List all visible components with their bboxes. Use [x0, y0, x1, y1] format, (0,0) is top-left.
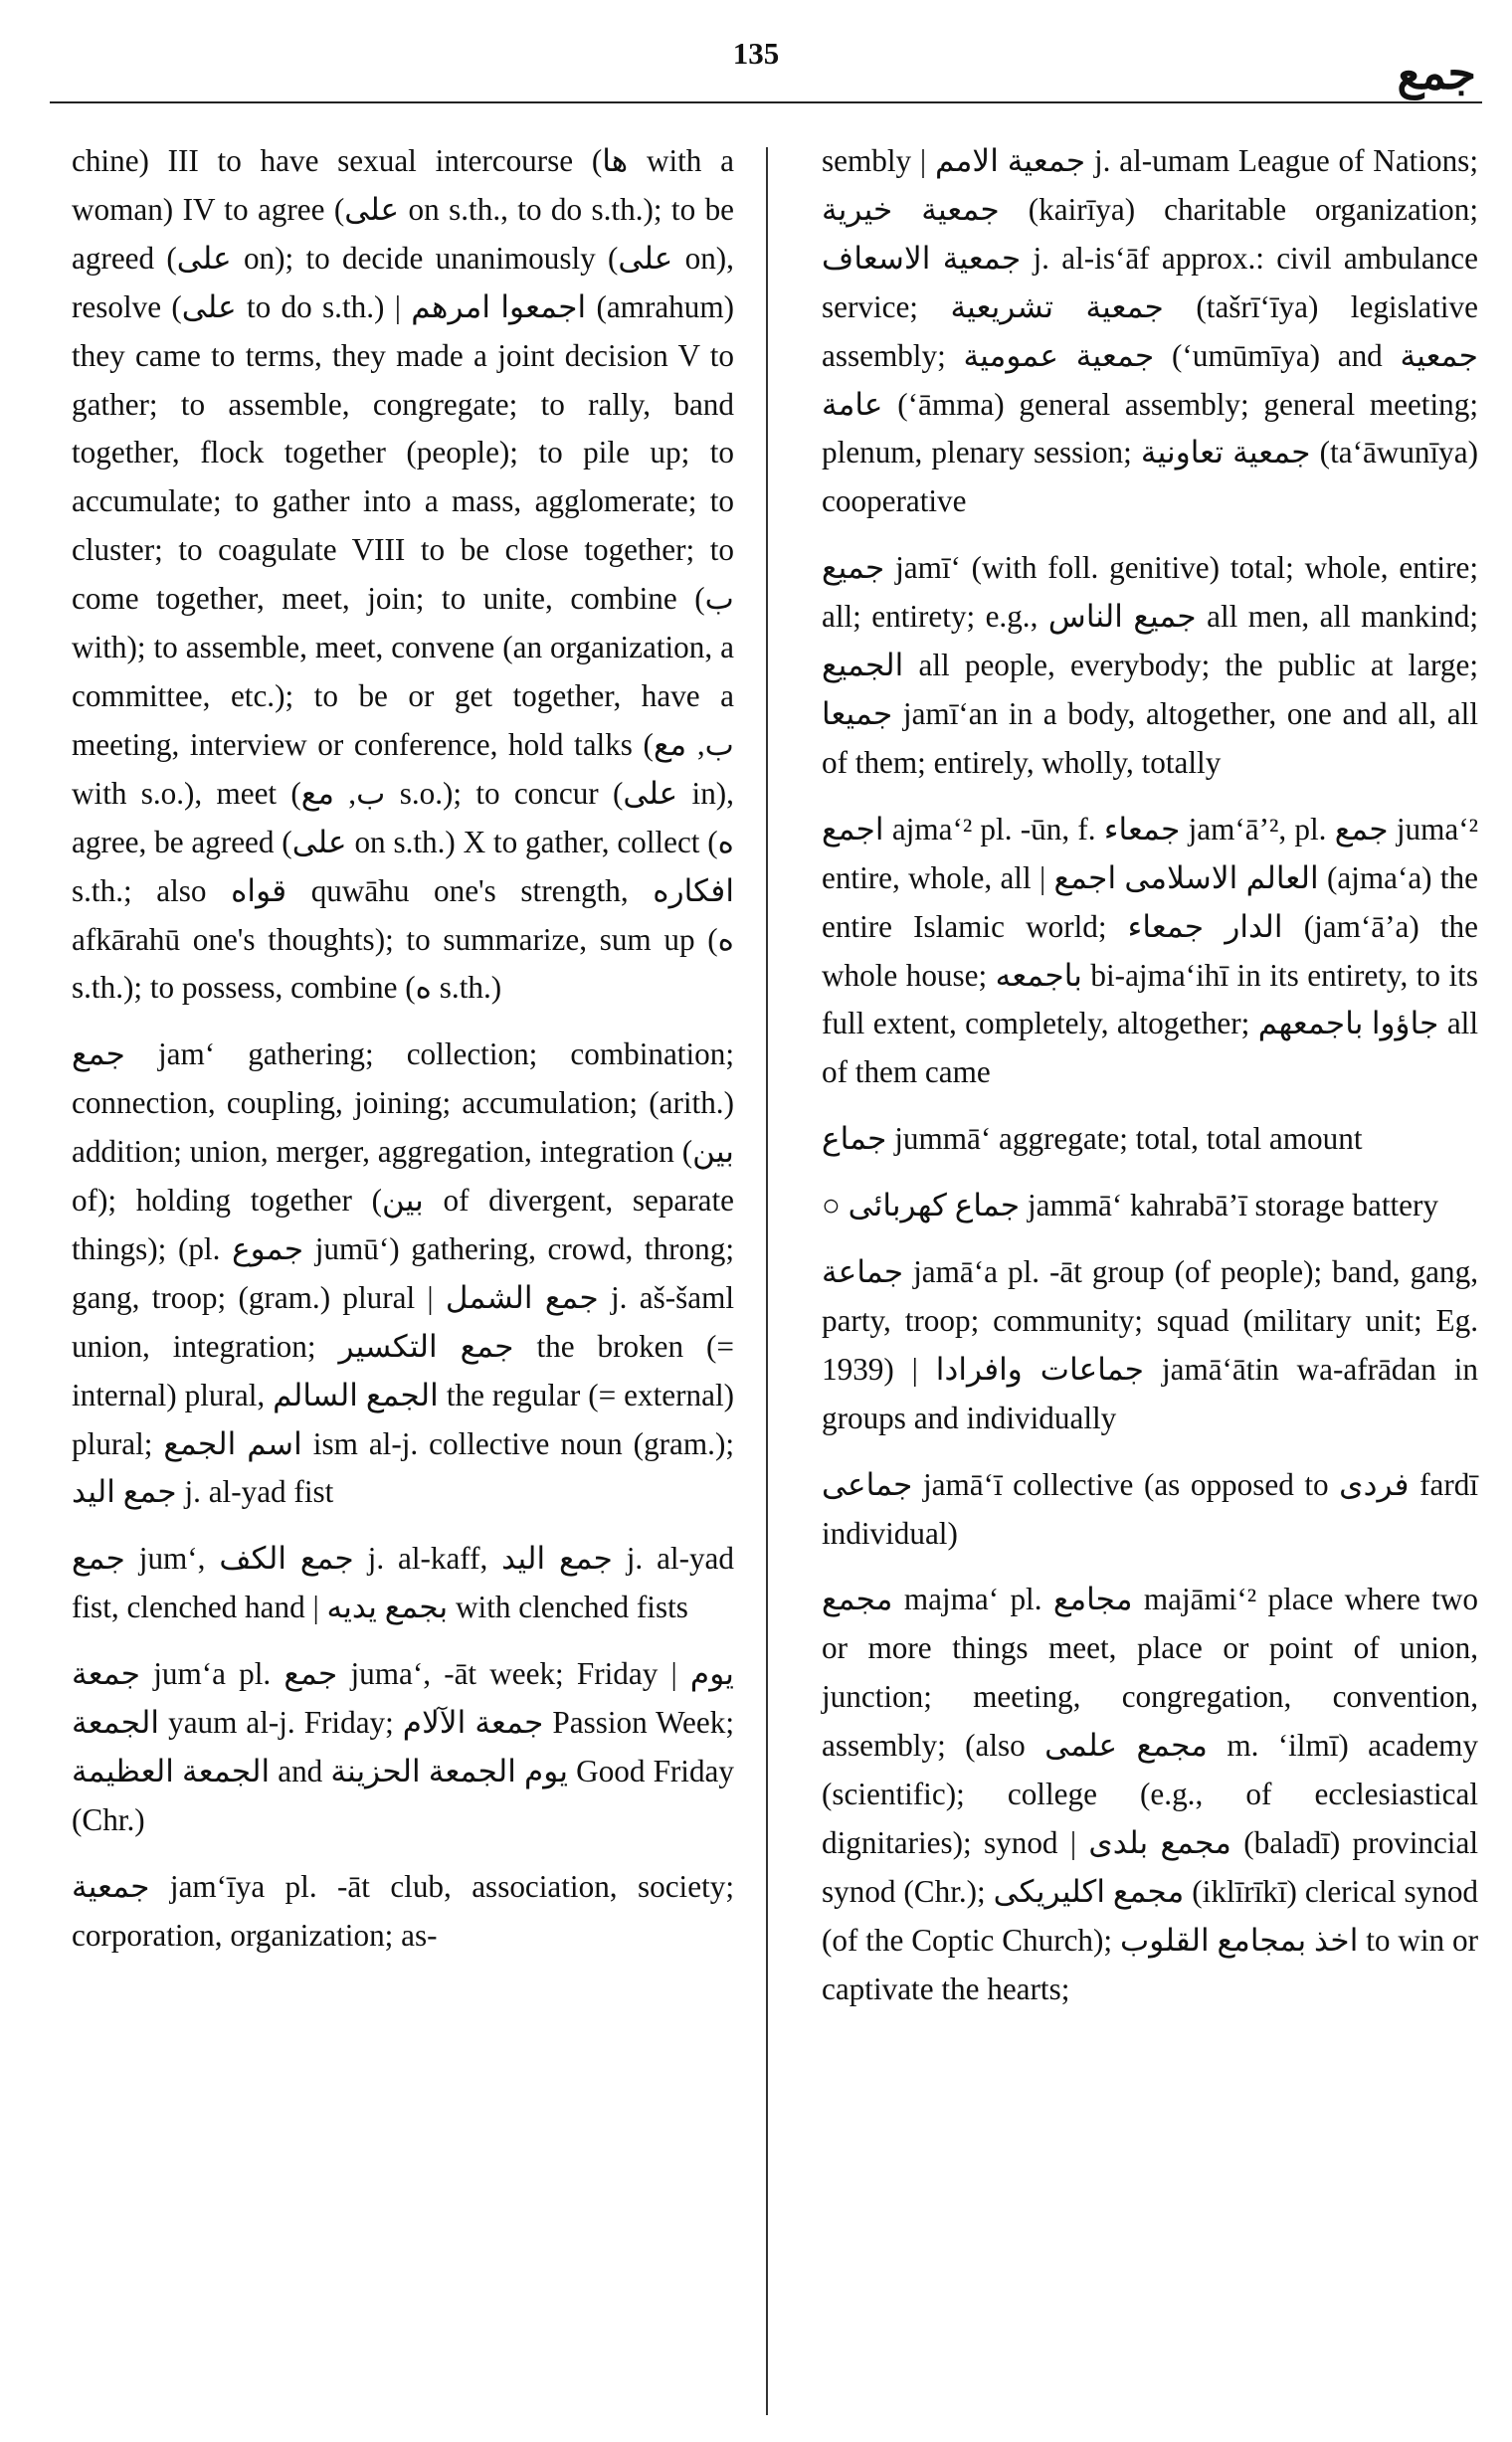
- right-column: [822, 137, 1478, 2032]
- left-column: [72, 137, 734, 1978]
- entry-text: جماعى jamā‘ī collective (as opposed to فردى fardī individual): [822, 1466, 1478, 1551]
- dictionary-entry: [822, 1576, 1478, 2013]
- dictionary-entry: [822, 1182, 1478, 1230]
- entry-text: sembly | جمعية الامم j. al-umam League of Nations; جمعية خيرية (kairīya) charitable organization; جمعية الاسعاف j. al-is‘āf approx.: civil ambulance service; جمعية تشريعية (tašrī‘īya) legislative assembly; جمعية عمومية (‘umūmīya) and جمعية عامة (‘āmma) general assembly; general meeting; plenum, plenary session; جمعية تعاونية (ta‘āwunīya) cooperative: [822, 143, 1478, 519]
- dictionary-entry: [822, 1115, 1478, 1164]
- entry-text: جمعة jum‘a pl. جمع juma‘, -āt week; Friday | يوم الجمعة yaum al-j. Friday; جمعة الآلام Passion Week; الجمعة العظيمة and يوم الجمعة الحزينة Good Friday (Chr.): [72, 1656, 734, 1837]
- dictionary-entry: [72, 1031, 734, 1517]
- dictionary-entry: [822, 1461, 1478, 1559]
- dictionary-entry: [72, 137, 734, 1013]
- running-headword: جمع: [1397, 48, 1476, 98]
- entry-text: جماعة jamā‘a pl. -āt group (of people); band, gang, party, troop; community; squad (military unit; Eg. 1939) | جماعات وافرادا jamā‘ātin wa-afrādan in groups and individually: [822, 1254, 1478, 1435]
- dictionary-entry: [72, 1650, 734, 1845]
- dictionary-entry: [822, 806, 1478, 1097]
- column-divider: [766, 147, 768, 2415]
- entry-text: chine) III to have sexual intercourse (ها with a woman) IV to agree (على on s.th., to do s.th.); to be agreed (على on); to decide unanimously (على on), resolve (على to do s.th.) | اجمعوا امرهم (amrahum) they came to terms, they made a joint decision V to gather; to assemble, congregate; to rally, band together, flock together (people); to pile up; to accumulate; to gather into a mass, agglomerate; to cluster; to coagulate VIII to be close together; to come together, meet, join; to unite, combine (ب with); to assemble, meet, convene (an organization, a committee, etc.); to be or get together, have a meeting, interview or conference, hold talks (ب, مع with s.o.), meet (ب, مع s.o.); to concur (على in), agree, be agreed (على on s.th.) X to gather, collect (ه s.th.; also قواه quwāhu one's strength, افكاره afkārahū one's thoughts); to summarize, sum up (ه s.th.); to possess, combine (ه s.th.): [72, 143, 735, 1006]
- entry-text: جماع jummā‘ aggregate; total, total amount: [822, 1121, 1363, 1157]
- dictionary-entry: [822, 137, 1478, 526]
- page-number: 135: [732, 36, 780, 71]
- entry-text: جمع jam‘ gathering; collection; combination; connection, coupling, joining; accumulation; (arith.) addition; union, merger, aggregation, integration (بين of); holding together (بين of divergent, separate things); (pl. جموع jumū‘) gathering, crowd, throng; gang, troop; (gram.) plural | جمع الشمل j. aš-šaml union, integration; جمع التكسير the broken (= internal) plural, الجمع السالم the regular (= external) plural; اسم الجمع ism al-j. collective noun (gram.); جمع اليد j. al-yad fist: [72, 1036, 735, 1510]
- header-rule: [50, 101, 1482, 103]
- entry-text: جمع jum‘, جمع الكف j. al-kaff, جمع اليد j. al-yad fist, clenched hand | بجمع يديه with clenched fists: [72, 1541, 734, 1625]
- entry-text: جمعية jam‘īya pl. -āt club, association, society; corporation, organization; as-: [72, 1868, 734, 1953]
- entry-text: جميع jamī‘ (with foll. genitive) total; whole, entire; all; entirety; e.g., جميع الناس all men, all mankind; الجميع all people, everybody; the public at large; جميعا jamī‘an in a body, altogether, one and all, all of them; entirely, wholly, totally: [822, 550, 1478, 780]
- dictionary-entry: [72, 1535, 734, 1632]
- dictionary-entry: [822, 544, 1478, 788]
- entry-text: ○ جماع كهربائى jammā‘ kahrabā’ī storage battery: [822, 1188, 1438, 1223]
- dictionary-entry: [822, 1248, 1478, 1443]
- dictionary-entry: [72, 1863, 734, 1961]
- entry-text: مجمع majma‘ pl. مجامع majāmi‘² place where two or more things meet, place or point of union, junction; meeting, congregation, convention, assembly; (also مجمع علمى m. ‘ilmī) academy (scientific); college (e.g., of ecclesiastical dignitaries); synod | مجمع بلدى (baladī) provincial synod (Chr.); مجمع اكليريكى (iklīrīkī) clerical synod (of the Coptic Church); اخذ بمجامع القلوب to win or captivate the hearts;: [822, 1582, 1479, 2006]
- entry-text: اجمع ajma‘² pl. -ūn, f. جمعاء jam‘ā’², pl. جمع juma‘² entire, whole, all | العالم الاسلامى اجمع (ajma‘a) the entire Islamic world; الدار جمعاء (jam‘ā’a) the whole house; باجمعه bi-ajma‘ihī in its entirety, to its full extent, completely, altogether; جاؤوا باجمعهم all of them came: [822, 811, 1478, 1090]
